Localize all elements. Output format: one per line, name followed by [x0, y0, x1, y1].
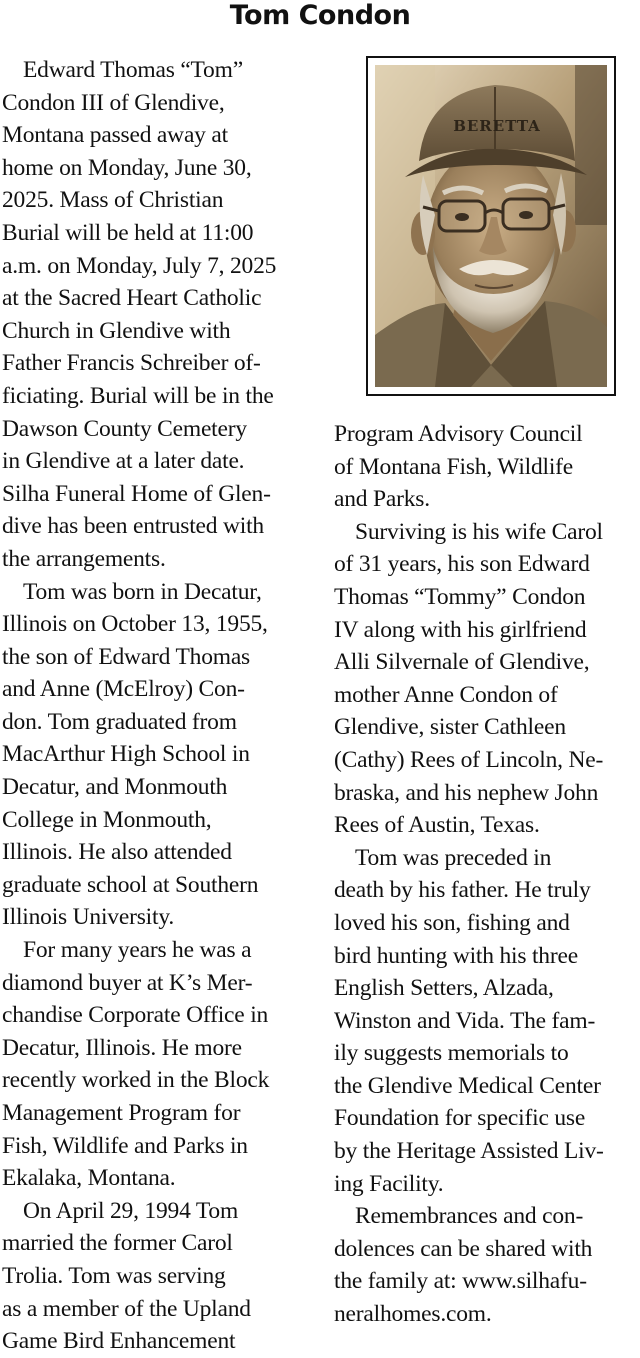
text-line: neralhomes.com. — [334, 1301, 492, 1328]
text-line: graduate school at Southern — [2, 871, 259, 898]
text-line: home on Monday, June 30, — [2, 154, 252, 181]
text-line: the Glendive Medical Center — [334, 1072, 601, 1099]
text-line: ficiating. Burial will be in the — [2, 382, 274, 409]
text-line: Alli Silvernale of Glendive, — [334, 649, 590, 676]
text-line: ily suggests memorials to — [334, 1040, 569, 1067]
text-line: Glendive, sister Cathleen — [334, 714, 566, 741]
text-line: a.m. on Monday, July 7, 2025 — [2, 252, 277, 279]
portrait-photo-frame — [366, 56, 616, 396]
text-line: and Anne (McElroy) Con- — [2, 676, 245, 703]
text-line: Tom was born in Decatur, — [23, 578, 262, 605]
portrait-photo — [375, 65, 607, 387]
text-line: as a member of the Upland — [2, 1295, 251, 1322]
text-line: Ekalaka, Montana. — [2, 1165, 176, 1192]
text-line: of 31 years, his son Edward — [334, 551, 590, 578]
text-line: Dawson County Cemetery — [2, 415, 247, 442]
text-line: Management Program for — [2, 1100, 241, 1126]
text-line: death by his father. He truly — [334, 877, 591, 904]
left-column-text — [2, 54, 314, 1358]
text-line: Illinois on October 13, 1955, — [2, 611, 268, 638]
text-line: Burial will be held at 11:00 — [2, 219, 254, 246]
text-line: Montana passed away at — [2, 122, 228, 149]
text-line: chandise Corporate Office in — [2, 1002, 269, 1029]
text-line: mother Anne Condon of — [334, 681, 558, 708]
text-line: Condon III of Glendive, — [2, 89, 225, 116]
text-line: Foundation for specific use — [334, 1105, 586, 1132]
text-line: loved his son, fishing and — [334, 909, 570, 936]
text-line: diamond buyer at K’s Mer- — [2, 969, 253, 996]
text-line: Thomas “Tommy” Condon — [334, 583, 586, 610]
text-line: 2025. Mass of Christian — [2, 187, 224, 214]
text-line: For many years he was a — [23, 937, 252, 964]
text-line: in Glendive at a later date. — [2, 448, 245, 475]
text-line: and Parks. — [334, 486, 430, 513]
text-line: Trolia. Tom was serving — [2, 1262, 226, 1289]
text-line: don. Tom graduated from — [2, 708, 237, 735]
text-line: Fish, Wildlife and Parks in — [2, 1132, 248, 1159]
text-line: Illinois. He also attended — [2, 839, 232, 866]
text-line: the son of Edward Thomas — [2, 643, 250, 670]
text-line: at the Sacred Heart Catholic — [2, 285, 262, 312]
text-line: of Montana Fish, Wildlife — [334, 453, 574, 480]
text-line: On April 29, 1994 Tom — [23, 1197, 239, 1224]
text-line: dolences can be shared with — [334, 1235, 593, 1262]
text-line: Decatur, Illinois. He more — [2, 1034, 242, 1061]
text-line: the arrangements. — [2, 545, 166, 572]
text-line: MacArthur High School in — [2, 741, 250, 768]
text-line: Tom was preceded in — [355, 844, 552, 871]
text-line: Illinois University. — [2, 904, 175, 931]
obituary-title: Tom Condon — [229, 0, 411, 31]
text-line: Silha Funeral Home of Glen- — [2, 480, 271, 507]
text-line: Remembrances and con- — [355, 1203, 584, 1230]
text-line: Edward Thomas “Tom” — [23, 57, 243, 83]
text-line: College in Monmouth, — [2, 806, 212, 833]
text-line: Father Francis Schreiber of- — [2, 350, 261, 377]
text-line: Game Bird Enhancement — [2, 1328, 236, 1355]
text-line: Program Advisory Council — [334, 421, 583, 447]
text-line: by the Heritage Assisted Liv- — [334, 1138, 604, 1165]
text-line: Winston and Vida. The fam- — [334, 1007, 596, 1034]
right-column-text — [334, 418, 640, 1331]
text-line: dive has been entrusted with — [2, 513, 264, 540]
text-line: married the former Carol — [2, 1230, 233, 1257]
text-line: recently worked in the Block — [2, 1067, 270, 1094]
text-line: Church in Glendive with — [2, 317, 231, 344]
text-line: Surviving is his wife Carol — [355, 518, 603, 545]
text-line: IV along with his girlfriend — [334, 616, 587, 643]
text-line: ing Facility. — [334, 1170, 444, 1197]
text-line: Decatur, and Monmouth — [2, 774, 228, 801]
text-line: (Cathy) Rees of Lincoln, Ne- — [334, 746, 604, 773]
text-line: English Setters, Alzada, — [334, 975, 554, 1002]
text-line: bird hunting with his three — [334, 942, 578, 969]
text-line: Rees of Austin, Texas. — [334, 812, 540, 839]
text-line: braska, and his nephew John — [334, 779, 599, 806]
text-line: the family at: www.silhafu- — [334, 1268, 587, 1295]
cap-logo-text: BERETTA — [453, 117, 541, 135]
